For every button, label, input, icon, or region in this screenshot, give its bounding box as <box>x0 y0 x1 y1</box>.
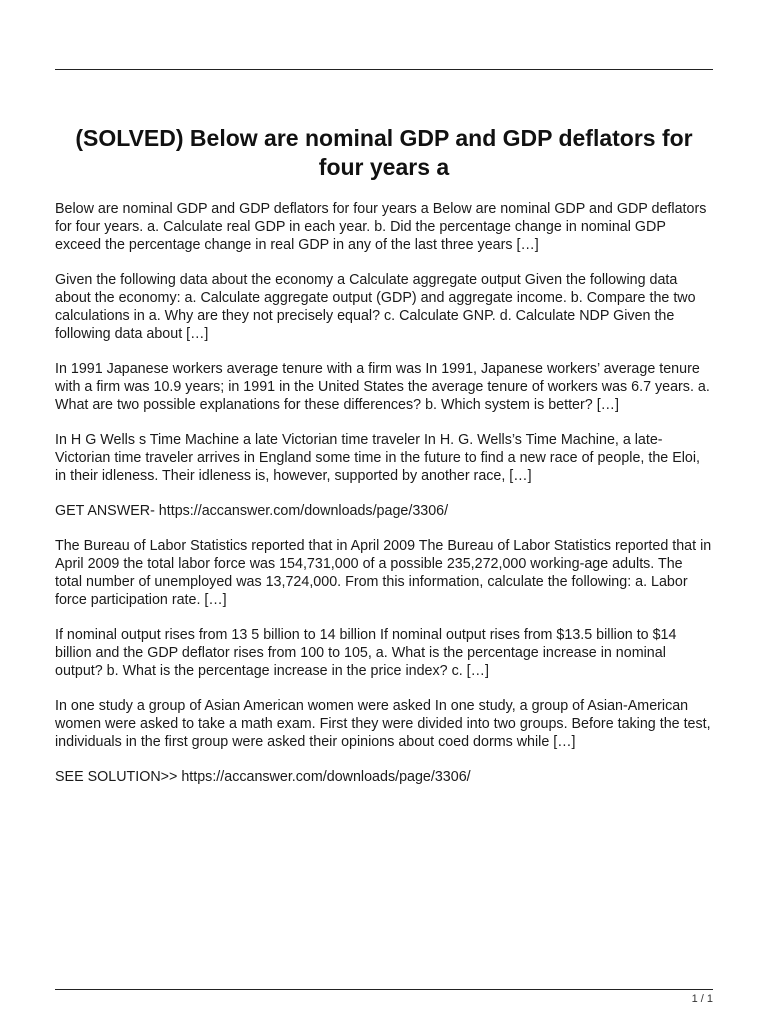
paragraph-japanese-tenure: In 1991 Japanese workers average tenure with a firm was In 1991, Japanese workers’ average tenure with a firm was 10.9 years; in 1991 in the United States the average tenure of workers was 6.7 years. a. What are two possible explanations for these differences? b. Which system is better? […] <box>55 361 710 413</box>
paragraph-gdp-deflators: Below are nominal GDP and GDP deflators for four years a Below are nominal GDP and GDP deflators for four years. a. Calculate real GDP in each year. b. Did the percentage change in nominal GDP exceed the percentage change in real GDP in any of the last three years […] <box>55 201 707 253</box>
footer-rule <box>55 989 713 990</box>
get-answer-link[interactable]: GET ANSWER- https://accanswer.com/downloads/page/3306/ <box>55 503 449 519</box>
document-title: (SOLVED) Below are nominal GDP and GDP deflators for four years a <box>75 125 693 180</box>
page-number: 1 / 1 <box>691 993 713 1005</box>
see-solution-link[interactable]: SEE SOLUTION>> https://accanswer.com/downloads/page/3306/ <box>55 769 471 785</box>
paragraph-aggregate-output: Given the following data about the economy a Calculate aggregate output Given the following data about the economy: a. Calculate aggregate output (GDP) and aggregate income. b. Compare the two calculations in a. Why are they not precisely equal? c. Calculate GNP. d. Calculate NDP Given the following data about […] <box>55 272 696 342</box>
paragraph-labor-statistics: The Bureau of Labor Statistics reported that in April 2009 The Bureau of Labor Statistics reported that in April 2009 the total labor force was 154,731,000 of a possible 235,272,000 working-age adults. The total number of unemployed was 13,724,000. From this information, calculate the following: a. Labor force participation rate. […] <box>55 538 712 608</box>
document-body <box>55 200 713 803</box>
paragraph-nominal-output: If nominal output rises from 13 5 billion to 14 billion If nominal output rises from $13.5 billion to $14 billion and the GDP deflator rises from 100 to 105, a. What is the percentage increase in nominal output? b. What is the percentage increase in the price index? c. […] <box>55 627 677 679</box>
paragraph-asian-american-study: In one study a group of Asian American women were asked In one study, a group of Asian-American women were asked to take a math exam. First they were divided into two groups. Before taking the test, individuals in the first group were asked their opinions about coed dorms while […] <box>55 698 711 750</box>
header-rule <box>55 69 713 70</box>
paragraph-time-machine: In H G Wells s Time Machine a late Victorian time traveler In H. G. Wells’s Time Machine, a late-Victorian time traveler arrives in England some time in the future to find a new race of people, the Eloi, in their idleness. Their idleness is, however, supported by another race, […] <box>55 432 701 484</box>
